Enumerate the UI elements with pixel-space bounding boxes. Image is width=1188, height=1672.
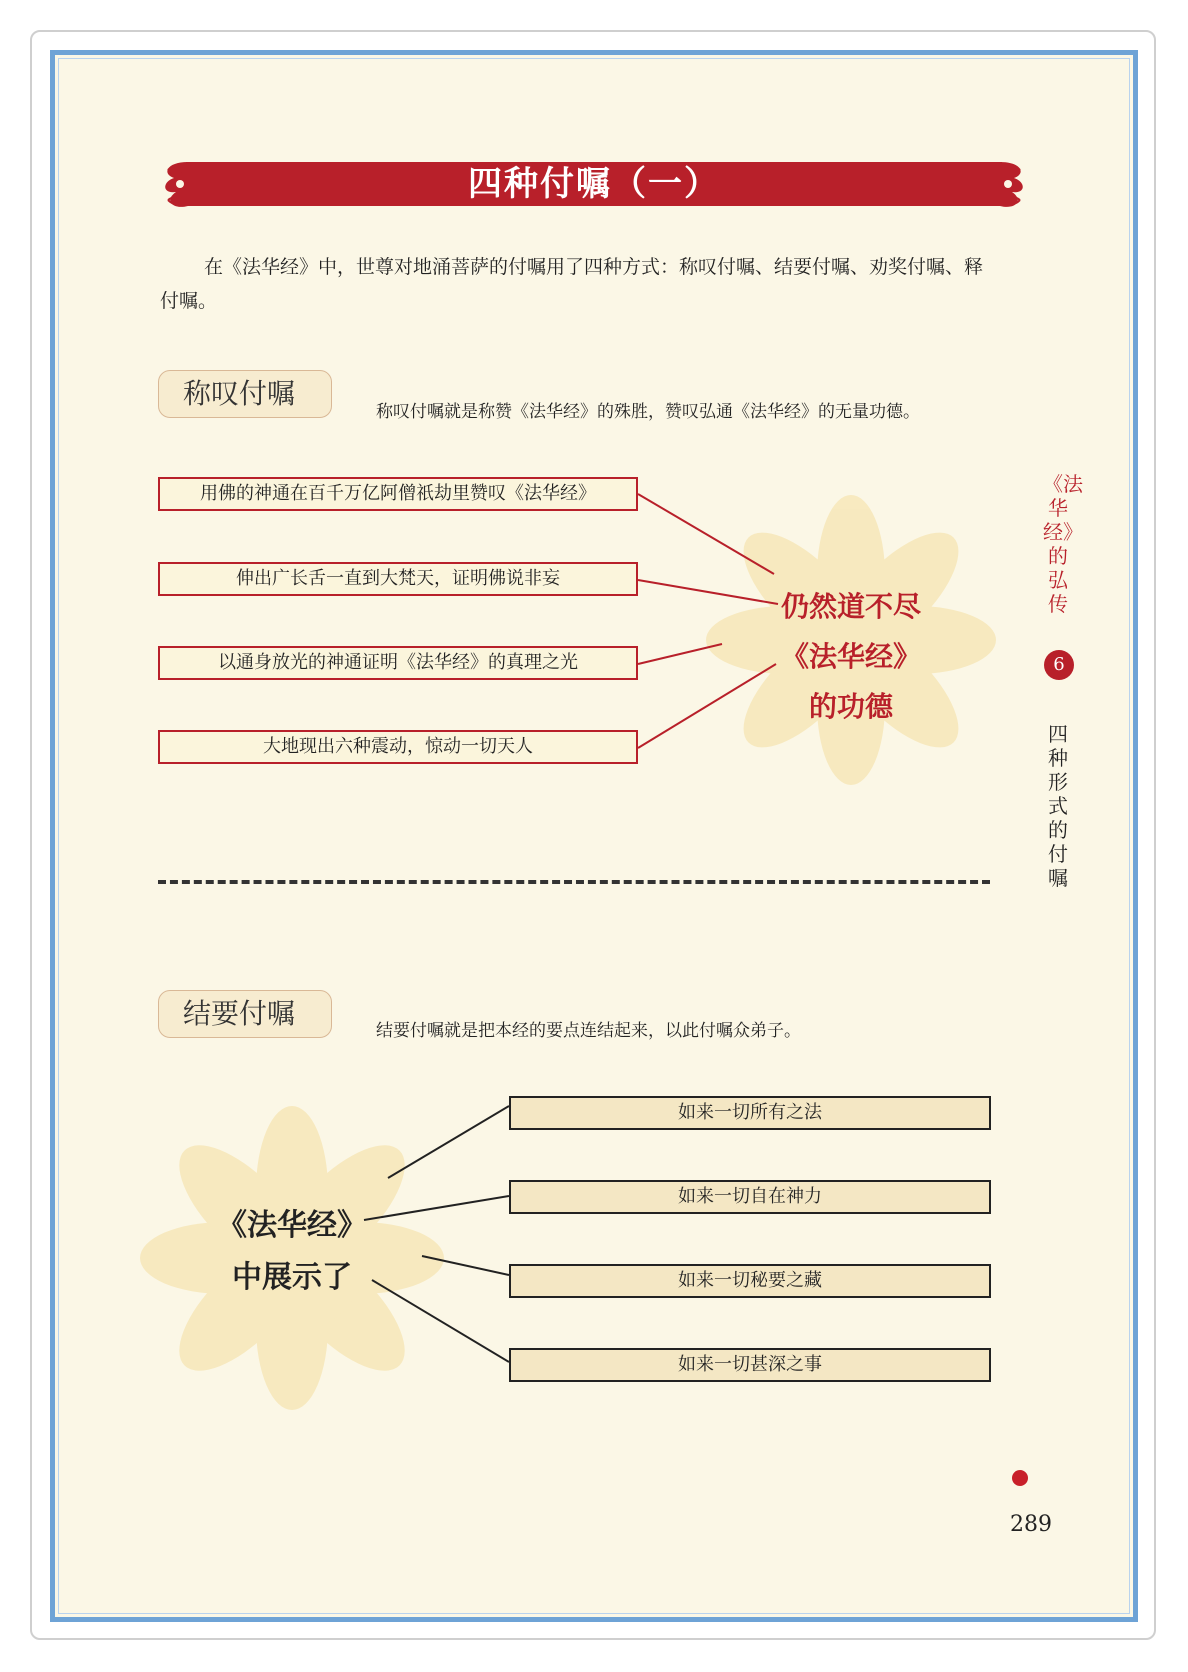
flower-label-summary bbox=[202, 1200, 382, 1304]
summary-item-2: 如来一切自在神力 bbox=[509, 1180, 991, 1214]
section-description-summary: 结要付嘱就是把本经的要点连结起来，以此付嘱众弟子。 bbox=[376, 1021, 801, 1041]
praise-item-4: 大地现出六种震动，惊动一切天人 bbox=[158, 730, 638, 764]
sidebar-section-title-text: 四种形式的付嘱 bbox=[1048, 722, 1068, 890]
section-tag-summary: 结要付嘱 bbox=[158, 990, 332, 1038]
flower-line: 中展示了 bbox=[232, 1260, 352, 1295]
flower-line: 仍然道不尽 bbox=[780, 590, 921, 623]
sidebar-book-title bbox=[1043, 472, 1083, 616]
section-divider bbox=[158, 880, 990, 884]
flower-line: 《法华经》 bbox=[217, 1208, 367, 1243]
chapter-number-badge: 6 bbox=[1044, 650, 1074, 680]
summary-item-4: 如来一切甚深之事 bbox=[509, 1348, 991, 1382]
sidebar-book-title-text: 《法华经》的弘传 bbox=[1043, 472, 1083, 616]
section-tag-praise: 称叹付嘱 bbox=[158, 370, 332, 418]
intro-paragraph: 在《法华经》中，世尊对地涌菩萨的付嘱用了四种方式：称叹付嘱、结要付嘱、劝奖付嘱、释付嘱。 bbox=[160, 256, 984, 312]
summary-item-3: 如来一切秘要之藏 bbox=[509, 1264, 991, 1298]
flower-line: 的功德 bbox=[808, 690, 893, 723]
flower-line: 《法华经》 bbox=[780, 640, 921, 673]
sidebar-section-title bbox=[1043, 722, 1073, 890]
praise-item-1: 用佛的神通在百千万亿阿僧祇劫里赞叹《法华经》 bbox=[158, 477, 638, 511]
page-number: 289 bbox=[1010, 1512, 1052, 1537]
section-description-praise: 称叹付嘱就是称赞《法华经》的殊胜，赞叹弘通《法华经》的无量功德。 bbox=[376, 402, 920, 422]
flower-label-praise bbox=[766, 582, 936, 732]
page-marker-dot bbox=[1012, 1470, 1028, 1486]
praise-item-3: 以通身放光的神通证明《法华经》的真理之光 bbox=[158, 646, 638, 680]
page-title: 四种付嘱（一） bbox=[468, 164, 720, 204]
praise-item-2: 伸出广长舌一直到大梵天，证明佛说非妄 bbox=[158, 562, 638, 596]
summary-item-1: 如来一切所有之法 bbox=[509, 1096, 991, 1130]
